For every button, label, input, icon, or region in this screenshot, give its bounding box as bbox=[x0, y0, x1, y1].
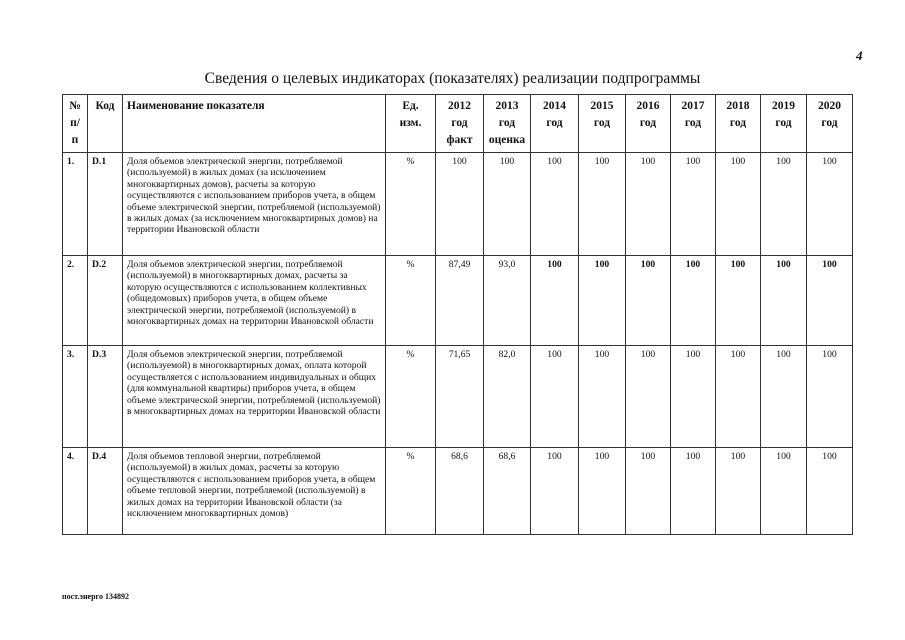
header-year: 2012 год факт bbox=[436, 95, 484, 153]
year-value: 100 bbox=[626, 153, 671, 256]
year-value: 87,49 bbox=[436, 256, 484, 346]
row-code: D.1 bbox=[88, 153, 123, 256]
header-row bbox=[63, 95, 853, 153]
year-value: 100 bbox=[484, 153, 531, 256]
year-value: 100 bbox=[671, 448, 716, 535]
year-value: 100 bbox=[579, 256, 626, 346]
row-code: D.3 bbox=[88, 346, 123, 448]
row-code: D.4 bbox=[88, 448, 123, 535]
year-value: 68,6 bbox=[484, 448, 531, 535]
header-code: Код bbox=[88, 95, 123, 153]
unit: % bbox=[386, 153, 436, 256]
header-year: 2020 год bbox=[807, 95, 853, 153]
indicator-name: Доля объемов тепловой энергии, потребляемой (используемой) в жилых домах, расчеты за которую осуществляются с использованием приборов учета, в общем объеме тепловой энергии, потребляемой (используемой) в жилых домах на территории Ивановской области (за исключением многоквартирных домов) bbox=[123, 448, 386, 535]
year-value: 100 bbox=[761, 256, 807, 346]
table-row bbox=[63, 448, 853, 535]
year-value: 82,0 bbox=[484, 346, 531, 448]
header-year: 2018 год bbox=[716, 95, 761, 153]
header-year: 2014 год bbox=[531, 95, 579, 153]
footer-code: пост.энерго 134892 bbox=[62, 592, 129, 601]
year-value: 100 bbox=[579, 448, 626, 535]
row-number: 4. bbox=[63, 448, 88, 535]
header-year: 2013 год оценка bbox=[484, 95, 531, 153]
table-row bbox=[63, 346, 853, 448]
year-value: 100 bbox=[626, 256, 671, 346]
row-number: 3. bbox=[63, 346, 88, 448]
indicator-name: Доля объемов электрической энергии, потребляемой (используемой) в многоквартирных домах, расчеты за которую осуществляются с использованием коллективных (общедомовых) приборов учета, в общем объеме электрической энергии, потребляемой (используемой) в многоквартирных домах на территории Ивановской области bbox=[123, 256, 386, 346]
header-num: № п/п bbox=[63, 95, 88, 153]
row-code: D.2 bbox=[88, 256, 123, 346]
header-year: 2017 год bbox=[671, 95, 716, 153]
year-value: 100 bbox=[579, 346, 626, 448]
year-value: 100 bbox=[807, 346, 853, 448]
header-name: Наименование показателя bbox=[123, 95, 386, 153]
year-value: 100 bbox=[531, 153, 579, 256]
year-value: 100 bbox=[626, 448, 671, 535]
year-value: 100 bbox=[761, 153, 807, 256]
year-value: 68,6 bbox=[436, 448, 484, 535]
year-value: 100 bbox=[716, 153, 761, 256]
year-value: 100 bbox=[807, 153, 853, 256]
unit: % bbox=[386, 448, 436, 535]
year-value: 100 bbox=[531, 346, 579, 448]
year-value: 100 bbox=[531, 256, 579, 346]
year-value: 100 bbox=[807, 448, 853, 535]
header-year: 2015 год bbox=[579, 95, 626, 153]
year-value: 100 bbox=[761, 346, 807, 448]
year-value: 100 bbox=[807, 256, 853, 346]
header-year: 2019 год bbox=[761, 95, 807, 153]
header-unit: Ед. изм. bbox=[386, 95, 436, 153]
year-value: 100 bbox=[761, 448, 807, 535]
indicator-name: Доля объемов электрической энергии, потребляемой (используемой) в жилых домах (за исключением многоквартирных домов), расчеты за которую осуществляются с использованием приборов учета, в общем объеме электрической энергии, потребляемой (используемой) в жилых домах (за исключением многоквартирных домов) на территории Ивановской области bbox=[123, 153, 386, 256]
year-value: 100 bbox=[436, 153, 484, 256]
year-value: 100 bbox=[671, 256, 716, 346]
year-value: 100 bbox=[716, 256, 761, 346]
table-row bbox=[63, 153, 853, 256]
year-value: 100 bbox=[531, 448, 579, 535]
indicators-table bbox=[62, 94, 853, 535]
year-value: 100 bbox=[671, 153, 716, 256]
year-value: 100 bbox=[579, 153, 626, 256]
year-value: 100 bbox=[671, 346, 716, 448]
year-value: 100 bbox=[716, 346, 761, 448]
unit: % bbox=[386, 346, 436, 448]
year-value: 93,0 bbox=[484, 256, 531, 346]
year-value: 100 bbox=[626, 346, 671, 448]
page-number: 4 bbox=[856, 48, 863, 63]
row-number: 2. bbox=[63, 256, 88, 346]
indicator-name: Доля объемов электрической энергии, потребляемой (используемой) в многоквартирных домах, оплата которой осуществляется с использованием индивидуальных и общих (для коммунальной квартиры) приборов учета, в общем объеме электрической энергии, потребляемой (используемой) в многоквартирных домах на территории Ивановской области bbox=[123, 346, 386, 448]
table-row bbox=[63, 256, 853, 346]
header-year: 2016 год bbox=[626, 95, 671, 153]
year-value: 71,65 bbox=[436, 346, 484, 448]
document-title: Сведения о целевых индикаторах (показателях) реализации подпрограммы bbox=[204, 70, 701, 87]
year-value: 100 bbox=[716, 448, 761, 535]
row-number: 1. bbox=[63, 153, 88, 256]
unit: % bbox=[386, 256, 436, 346]
